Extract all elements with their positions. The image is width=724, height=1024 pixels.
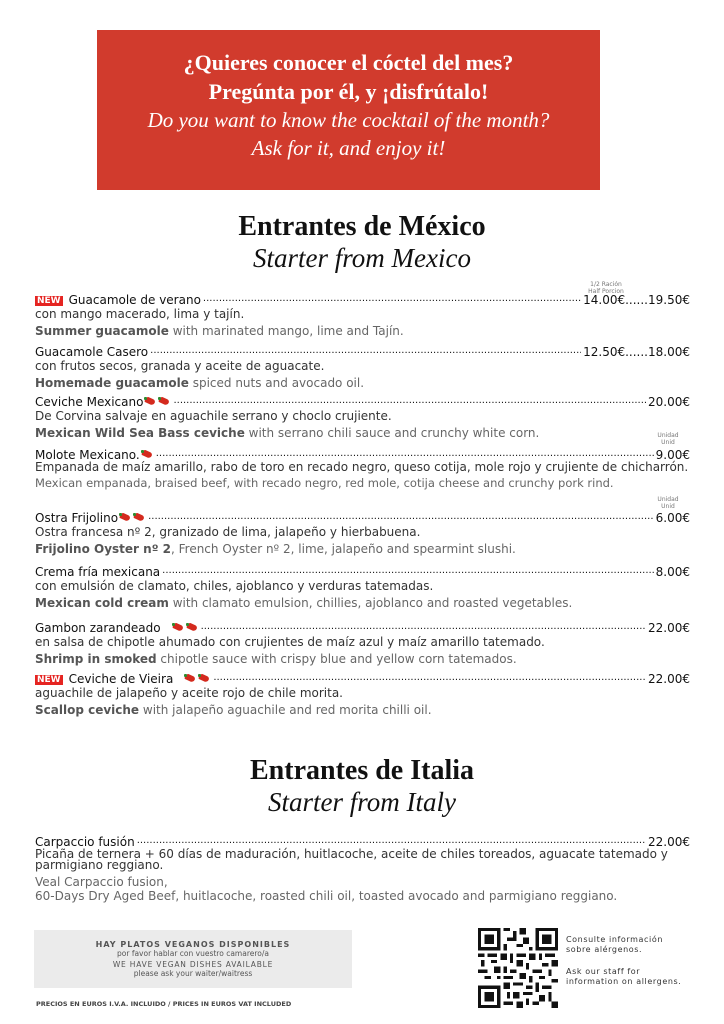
item-english-rest: , French Oyster nº 2, lime, jalapeño and spearmint slushi. [170, 542, 516, 556]
unit-label-en: Unid [661, 439, 675, 446]
item-desc: Ostra francesa nº 2, granizado de lima, jalapeño y hierbabuena. [35, 525, 421, 539]
section-title-mexico [0, 211, 724, 273]
chili-icon [141, 449, 154, 459]
item-english [35, 703, 690, 717]
item-english [35, 596, 690, 610]
item-desc: con emulsión de clamato, chiles, ajoblanco y verduras tatemadas. [35, 579, 434, 593]
chili-icon [158, 396, 171, 406]
chili-icon [198, 673, 211, 683]
item-english-rest: with clamato emulsion, chillies, ajoblanco and roasted vegetables. [168, 596, 573, 610]
item-english [35, 426, 690, 440]
menu-item [35, 565, 690, 610]
chili-icon [119, 512, 132, 522]
item-name: Gambon zarandeado [35, 621, 161, 635]
leader-dots [148, 511, 654, 522]
item-english [35, 376, 690, 390]
item-english-bold: Shrimp in smoked [35, 652, 157, 666]
leader-dots [213, 672, 646, 683]
vegan-notice [34, 930, 352, 988]
item-price: 22.00€ [648, 621, 690, 635]
new-badge: NEW [37, 675, 61, 685]
menu-item [35, 345, 690, 390]
allergen-en: Ask our staff for information on allergens. [566, 967, 682, 986]
item-price: 20.00€ [648, 395, 690, 409]
item-english-bold: Mexican Wild Sea Bass ceviche [35, 426, 245, 440]
section-title-es: Entrantes de Italia [250, 755, 474, 786]
allergen-info [566, 935, 686, 987]
vegan-line4: please ask your waiter/waitress [133, 969, 253, 978]
item-desc: Empanada de maíz amarillo, rabo de toro en recado negro, queso cotija, mole rojo y crujiente de chicharrón. [35, 460, 689, 474]
menu-item [35, 293, 690, 338]
item-english-bold: Summer guacamole [35, 324, 169, 338]
leader-dots [201, 621, 646, 632]
prices-note: PRECIOS EN EUROS I.V.A. INCLUIDO / PRICES IN EUROS VAT INCLUDED [36, 1000, 292, 1008]
item-english [35, 542, 690, 556]
item-desc: Picaña de ternera + 60 días de maduración, huitlacoche, aceite de chiles toreados, aguacate tatemado y parmigiano reggiano. [35, 847, 668, 872]
item-english [35, 652, 690, 666]
item-desc: con mango macerado, lima y tajín. [35, 307, 245, 321]
portion-label-en: Half Porcion [588, 288, 624, 295]
menu-item [35, 395, 690, 440]
leader-dots [203, 293, 581, 304]
item-desc: aguachile de jalapeño y aceite rojo de chile morita. [35, 686, 343, 700]
item-english-rest: with jalapeño aguachile and red morita chilli oil. [139, 703, 432, 717]
item-name: Crema fría mexicana [35, 565, 161, 579]
item-price: 22.00€ [648, 672, 690, 686]
item-name: Guacamole de verano [68, 293, 201, 307]
item-name: Carpaccio fusión [35, 835, 135, 849]
menu-item [35, 621, 690, 666]
banner-en-line2: Ask for it, and enjoy it! [251, 136, 446, 160]
item-english-bold: Homemade guacamole [35, 376, 189, 390]
chili-icon [172, 622, 185, 632]
section-title-en: Starter from Mexico [253, 243, 471, 273]
chili-icon [144, 396, 157, 406]
cocktail-banner [97, 30, 600, 190]
item-desc: en salsa de chipotle ahumado con crujientes de maíz azul y maíz amarillo tatemado. [35, 635, 545, 649]
item-name: Guacamole Casero [35, 345, 149, 359]
vegan-line2: por favor hablar con vuestro camarero/a [117, 949, 269, 958]
item-english-bold: Mexican cold cream [35, 596, 169, 610]
section-title-italia [0, 755, 724, 817]
vegan-line3: WE HAVE VEGAN DISHES AVAILABLE [112, 960, 274, 969]
item-name: Ceviche Mexicano [35, 395, 144, 409]
menu-item [35, 511, 690, 556]
chili-icon [133, 512, 146, 522]
vegan-line1: HAY PLATOS VEGANOS DISPONIBLES [95, 940, 291, 949]
banner-es-line1: ¿Quieres conocer el cóctel del mes? [183, 50, 514, 75]
leader-dots [162, 565, 653, 576]
unit-label-2 [650, 496, 686, 510]
item-name: Ceviche de Vieira [68, 672, 174, 686]
item-desc: con frutos secos, granada y aceite de aguacate. [35, 359, 325, 373]
menu-item [35, 835, 690, 903]
item-english-rest: spiced nuts and avocado oil. [188, 376, 365, 390]
unit-label-es: Unidad [657, 496, 679, 503]
banner-en-line1: Do you want to know the cocktail of the month? [147, 108, 550, 132]
leader-dots [156, 448, 654, 459]
item-price: 14.00€......19.50€ [583, 293, 690, 307]
item-price: 22.00€ [648, 835, 690, 849]
new-badge: NEW [37, 296, 61, 306]
item-name: Molote Mexicano. [35, 448, 140, 462]
item-price: 8.00€ [655, 565, 690, 579]
unit-label-en: Unid [661, 503, 675, 510]
item-english [35, 324, 690, 338]
item-price: 6.00€ [655, 511, 690, 525]
item-english [35, 875, 690, 903]
leader-dots [150, 345, 581, 356]
qr-code-icon[interactable] [478, 928, 558, 1008]
item-english-line2: 60-Days Dry Aged Beef, huitlacoche, roasted chili oil, toasted avocado and parmigiano reggiano. [35, 889, 618, 903]
item-english-rest: chipotle sauce with crispy blue and yellow corn tatemados. [156, 652, 517, 666]
item-price: 9.00€ [655, 448, 690, 462]
chili-icon [186, 622, 199, 632]
section-title-es: Entrantes de México [238, 211, 486, 242]
unit-label-es: Unidad [657, 432, 679, 439]
item-english [35, 476, 690, 490]
item-english-rest: with marinated mango, lime and Tajín. [168, 324, 404, 338]
item-english-bold: Frijolino Oyster nº 2 [35, 542, 171, 556]
item-name: Ostra Frijolino [35, 511, 119, 525]
item-english-rest: with serrano chili sauce and crunchy white corn. [244, 426, 540, 440]
item-english-rest: Mexican empanada, braised beef, with recado negro, red mole, cotija cheese and crunchy pork rind. [35, 476, 614, 490]
chili-icon [184, 673, 197, 683]
item-price: 12.50€......18.00€ [583, 345, 690, 359]
item-desc: De Corvina salvaje en aguachile serrano y choclo crujiente. [35, 409, 392, 423]
item-english-line1: Veal Carpaccio fusion, [35, 875, 168, 889]
portion-label-es: 1/2 Ración [590, 281, 622, 288]
allergen-es: Consulte información sobre alérgenos. [566, 935, 664, 954]
menu-item [35, 448, 690, 490]
section-title-en: Starter from Italy [268, 787, 456, 817]
leader-dots [173, 395, 646, 406]
item-english-bold: Scallop ceviche [35, 703, 140, 717]
leader-dots [137, 835, 646, 846]
banner-es-line2: Pregúnta por él, y ¡disfrútalo! [208, 79, 489, 104]
menu-item [35, 672, 690, 717]
